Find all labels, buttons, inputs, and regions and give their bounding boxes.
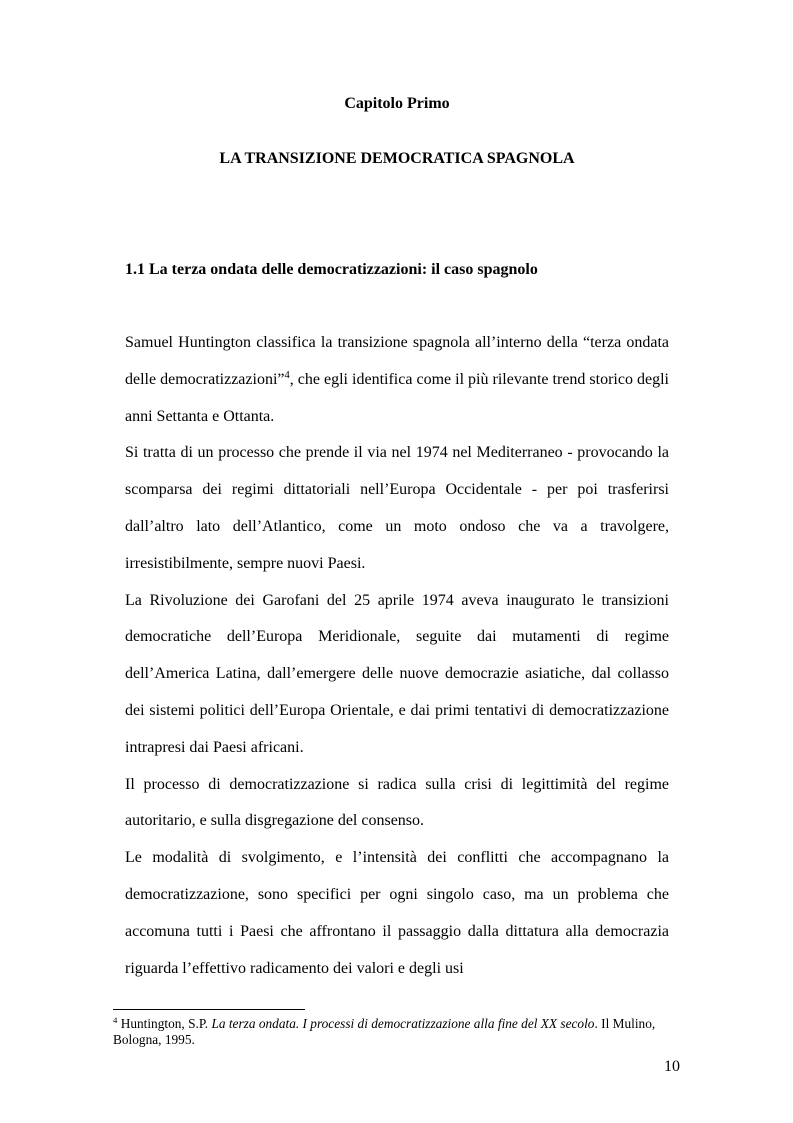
footnote <box>113 1016 655 1048</box>
paragraph <box>125 840 669 987</box>
text-line: La Rivoluzione dei Garofani del 25 aprile 1974 aveva inaugurato le transizioni <box>125 591 669 609</box>
chapter-label: Capitolo Primo <box>344 95 450 112</box>
text-line: intrapresi dai Paesi africani. <box>125 738 304 756</box>
footnote-line: Bologna, 1995. <box>113 1032 195 1047</box>
paragraph <box>125 435 669 582</box>
paragraph <box>125 325 669 435</box>
text-line: Le modalità di svolgimento, e l’intensità dei conflitti che accompagnano la <box>125 849 669 867</box>
footnote-reference: 4 <box>284 369 290 381</box>
line-text: delle democratizzazioni” <box>125 370 285 388</box>
text-line: anni Settanta e Ottanta. <box>125 407 275 425</box>
text-line: autoritario, e sulla disgregazione del consenso. <box>125 812 425 830</box>
text-line: accomuna tutti i Paesi che affrontano il passaggio dalla dittatura alla democrazia <box>125 922 669 940</box>
text-line: irresistibilmente, sempre nuovi Paesi. <box>125 554 366 572</box>
text-line: Il processo di democratizzazione si radica sulla crisi di legittimità del regime <box>125 775 669 793</box>
footnote-line <box>113 1016 655 1032</box>
text-line: democratiche dell’Europa Meridionale, seguite dai mutamenti di regime <box>125 628 669 646</box>
text-line: Si tratta di un processo che prende il via nel 1974 nel Mediterraneo - provocando la <box>125 444 669 462</box>
footnote-marker: 4 <box>113 1015 118 1025</box>
text-line: democratizzazione, sono specifici per ogni singolo caso, ma un problema che <box>125 885 669 903</box>
footnote-publisher: . Il Mulino, <box>594 1016 656 1031</box>
footnote-separator <box>113 1009 305 1010</box>
page-number: 10 <box>664 1058 680 1075</box>
text-line: riguarda l’effettivo radicamento dei valori e degli usi <box>125 959 464 977</box>
footnote-author: Huntington, S.P. <box>120 1016 209 1031</box>
chapter-title: LA TRANSIZIONE DEMOCRATICA SPAGNOLA <box>219 150 575 167</box>
body-text <box>125 325 669 987</box>
footnote-title: La terza ondata. I processi di democratizzazione alla fine del XX secolo <box>211 1016 595 1031</box>
paragraph <box>125 583 669 767</box>
text-line: dell’America Latina, dall’emergere delle nuove democrazie asiatiche, dal collasso <box>125 665 669 683</box>
text-line: dall’altro lato dell’Atlantico, come un moto ondoso che va a travolgere, <box>125 517 669 535</box>
text-line: dei sistemi politici dell’Europa Orientale, e dai primi tentativi di democratizzazione <box>125 701 669 719</box>
line-text: , che egli identifica come il più rilevante trend storico degli <box>289 370 669 388</box>
text-line: scomparsa dei regimi dittatoriali nell’Europa Occidentale - per poi trasferirsi <box>125 481 669 499</box>
section-heading: 1.1 La terza ondata delle democratizzazioni: il caso spagnolo <box>125 261 538 278</box>
paragraph <box>125 767 669 841</box>
text-line: Samuel Huntington classifica la transizione spagnola all’interno della “terza ondata <box>125 334 669 351</box>
text-line <box>125 362 669 399</box>
